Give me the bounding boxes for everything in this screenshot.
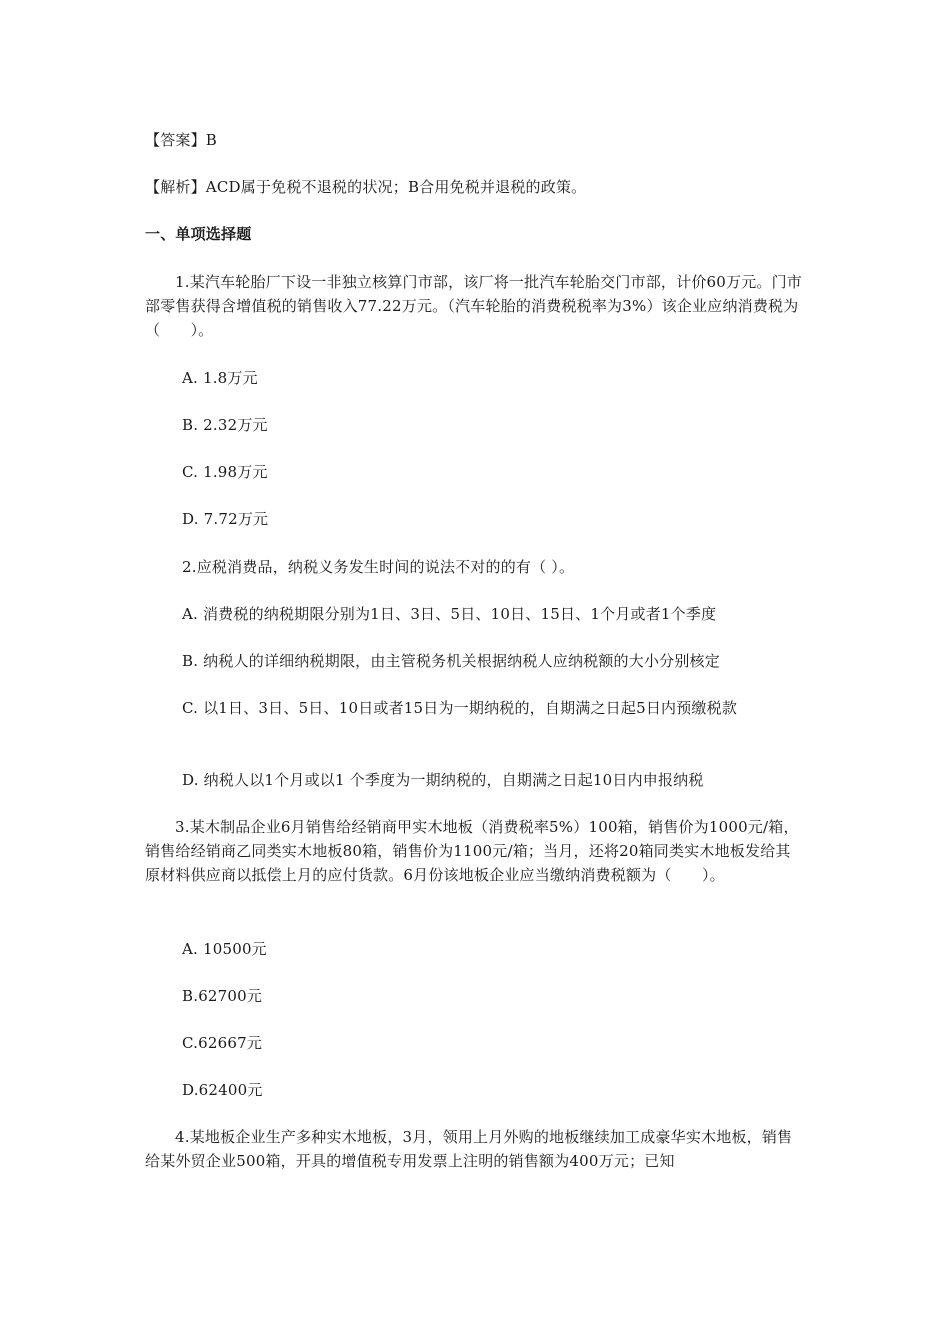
question-2-option-a: A. 消费税的纳税期限分别为1日、3日、5日、10日、15日、1个月或者1个季度	[182, 605, 717, 623]
question-1-stem: 1.某汽车轮胎厂下设一非独立核算门市部，该厂将一批汽车轮胎交门市部，计价60万元。门市部零售获得含增值税的销售收入77.22万元。（汽车轮胎的消费税税率为3%）该企业应纳消费税为（ ）。	[145, 273, 803, 339]
question-1-option-a: A. 1.8万元	[182, 369, 258, 387]
section-heading: 一、单项选择题	[145, 225, 252, 243]
question-3-option-a: A. 10500元	[182, 940, 267, 958]
question-4-stem: 4.某地板企业生产多种实木地板，3月，领用上月外购的地板继续加工成豪华实木地板，销售给某外贸企业500箱，开具的增值税专用发票上注明的销售额为400万元；已知	[145, 1128, 793, 1170]
question-1-option-c: C. 1.98万元	[182, 463, 268, 481]
question-1-option-b: B. 2.32万元	[182, 416, 268, 434]
question-1-option-d: D. 7.72万元	[182, 510, 269, 528]
question-3-option-d: D.62400元	[182, 1081, 263, 1099]
question-3-option-c: C.62667元	[182, 1034, 263, 1052]
question-2-stem: 2.应税消费品，纳税义务发生时间的说法不对的的有（ ）。	[182, 558, 575, 576]
question-3-option-b: B.62700元	[182, 987, 263, 1005]
question-2-option-b: B. 纳税人的详细纳税期限，由主管税务机关根据纳税人应纳税额的大小分别核定	[182, 652, 720, 670]
question-3-stem: 3.某木制品企业6月销售给经销商甲实木地板（消费税率5%）100箱，销售价为1000元/箱，销售给经销商乙同类实木地板80箱，销售价为1100元/箱；当月，还将20箱同类实木地板发给其原材料供应商以抵偿上月的应付货款。6月份该地板企业应当缴纳消费税额为（ ）。	[145, 818, 799, 884]
analysis-line: 【解析】ACD属于免税不退税的状况；B合用免税并退税的政策。	[145, 178, 587, 196]
question-2-option-d: D. 纳税人以1个月或以1 个季度为一期纳税的，自期满之日起10日内申报纳税	[182, 771, 704, 789]
question-2-option-c: C. 以1日、3日、5日、10日或者15日为一期纳税的，自期满之日起5日内预缴税款	[182, 699, 738, 717]
answer-line: 【答案】B	[145, 131, 218, 149]
